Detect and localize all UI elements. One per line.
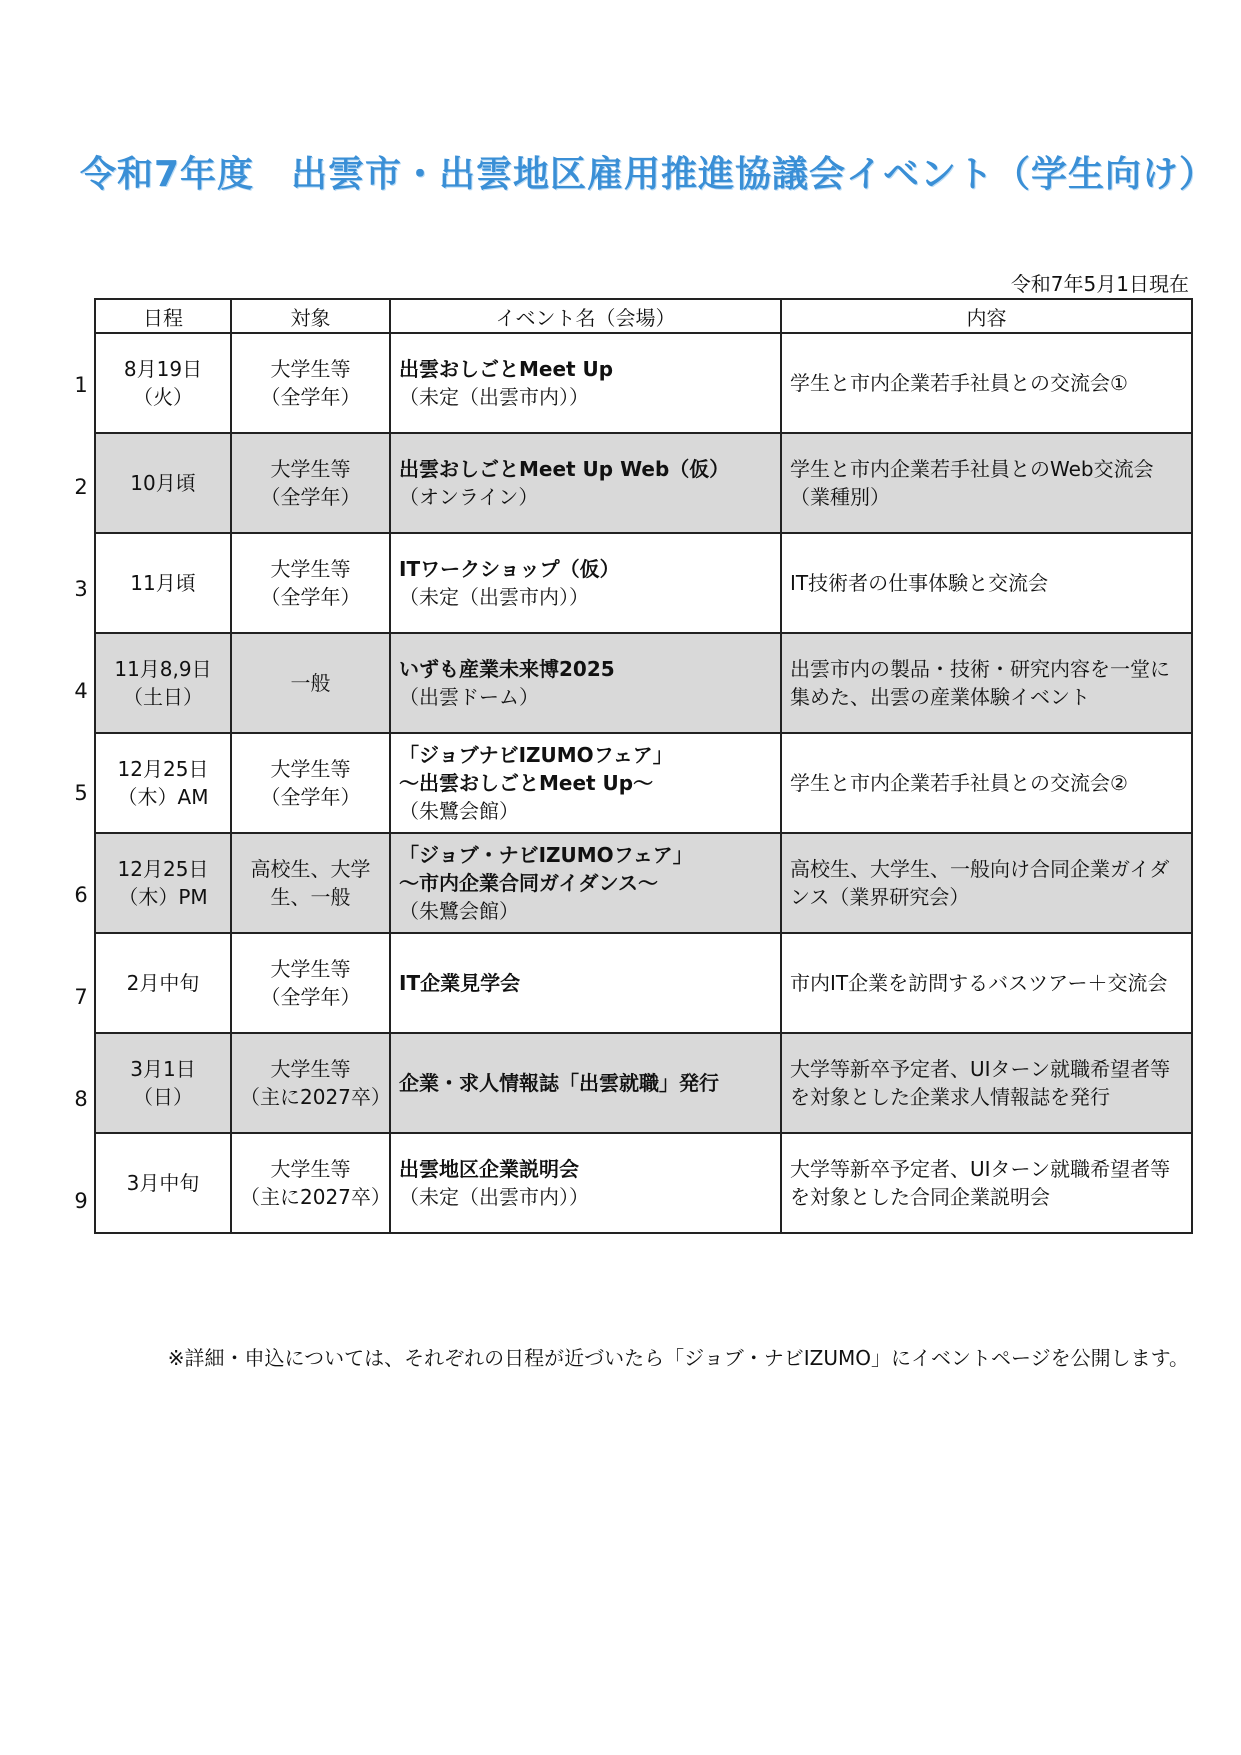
cell-date: 3月中旬 (95, 1133, 231, 1233)
event-name: ITワークショップ（仮） (399, 557, 620, 581)
row-number: 8 (74, 1087, 88, 1111)
page-title: 令和7年度 出雲市・出雲地区雇用推進協議会イベント（学生向け） (80, 154, 1217, 195)
table-row (95, 1133, 1192, 1233)
cell-event (390, 433, 781, 533)
cell-target: 大学生等 （全学年） (231, 733, 390, 833)
row-number: 1 (74, 373, 88, 397)
event-name: 出雲おしごとMeet Up Web（仮） (399, 457, 730, 481)
cell-target: 一般 (231, 633, 390, 733)
cell-event (390, 333, 781, 433)
cell-date: 3月1日 （日） (95, 1033, 231, 1133)
row-number: 4 (74, 679, 88, 703)
event-venue: （オンライン） (399, 485, 539, 509)
event-venue: （朱鷺会館） (399, 899, 519, 923)
cell-content: 大学等新卒予定者、UIターン就職希望者等を対象とした合同企業説明会 (781, 1133, 1192, 1233)
cell-content: IT技術者の仕事体験と交流会 (781, 533, 1192, 633)
cell-content: 出雲市内の製品・技術・研究内容を一堂に集めた、出雲の産業体験イベント (781, 633, 1192, 733)
cell-target: 大学生等 （全学年） (231, 533, 390, 633)
cell-date: 11月8,9日 （土日） (95, 633, 231, 733)
cell-event (390, 1133, 781, 1233)
header-event: イベント名（会場） (390, 299, 781, 333)
cell-target: 大学生等 （全学年） (231, 333, 390, 433)
cell-event (390, 533, 781, 633)
event-venue: （出雲ドーム） (399, 685, 539, 709)
event-name: 出雲おしごとMeet Up (399, 357, 614, 381)
row-number: 6 (74, 883, 88, 907)
event-venue: （未定（出雲市内）） (399, 1185, 589, 1209)
table-row (95, 333, 1192, 433)
cell-event (390, 633, 781, 733)
cell-target: 大学生等 （主に2027卒） (231, 1033, 390, 1133)
footnote: ※詳細・申込については、それぞれの日程が近づいたら「ジョブ・ナビIZUMO」にイベントページを公開します。 (167, 1346, 1189, 1370)
row-number: 9 (74, 1189, 88, 1213)
row-number: 7 (74, 985, 88, 1009)
header-target: 対象 (231, 299, 390, 333)
cell-date: 8月19日 （火） (95, 333, 231, 433)
cell-content: 学生と市内企業若手社員との交流会② (781, 733, 1192, 833)
table-row (95, 733, 1192, 833)
cell-event (390, 733, 781, 833)
table-row (95, 533, 1192, 633)
table-row (95, 633, 1192, 733)
cell-date: 12月25日 （木）PM (95, 833, 231, 933)
table-header-row (95, 299, 1192, 333)
cell-date: 11月頃 (95, 533, 231, 633)
event-name: IT企業見学会 (399, 971, 521, 995)
cell-content: 市内IT企業を訪問するバスツアー＋交流会 (781, 933, 1192, 1033)
event-name: 「ジョブ・ナビIZUMOフェア」 ～市内企業合同ガイダンス～ (399, 843, 693, 895)
cell-target: 大学生等 （全学年） (231, 933, 390, 1033)
table-row (95, 433, 1192, 533)
cell-content: 大学等新卒予定者、UIターン就職希望者等を対象とした企業求人情報誌を発行 (781, 1033, 1192, 1133)
cell-date: 2月中旬 (95, 933, 231, 1033)
cell-date: 10月頃 (95, 433, 231, 533)
event-venue: （未定（出雲市内）） (399, 385, 589, 409)
event-name: 「ジョブナビIZUMOフェア」 ～出雲おしごとMeet Up～ (399, 743, 673, 795)
table-row (95, 833, 1192, 933)
event-name: 企業・求人情報誌「出雲就職」発行 (399, 1071, 719, 1095)
event-name: 出雲地区企業説明会 (399, 1157, 579, 1181)
row-number: 5 (74, 781, 88, 805)
event-venue: （朱鷺会館） (399, 799, 519, 823)
cell-target: 大学生等 （全学年） (231, 433, 390, 533)
header-content: 内容 (781, 299, 1192, 333)
cell-target: 大学生等 （主に2027卒） (231, 1133, 390, 1233)
cell-event (390, 933, 781, 1033)
table-row (95, 933, 1192, 1033)
events-table (94, 298, 1193, 1234)
cell-content: 学生と市内企業若手社員とのWeb交流会（業種別） (781, 433, 1192, 533)
cell-content: 高校生、大学生、一般向け合同企業ガイダンス（業界研究会） (781, 833, 1192, 933)
row-number: 2 (74, 475, 88, 499)
cell-event (390, 833, 781, 933)
event-venue: （未定（出雲市内）） (399, 585, 589, 609)
row-numbers (70, 334, 92, 1252)
cell-date: 12月25日 （木）AM (95, 733, 231, 833)
row-number: 3 (74, 577, 88, 601)
cell-target: 高校生、大学生、一般 (231, 833, 390, 933)
cell-content: 学生と市内企業若手社員との交流会① (781, 333, 1192, 433)
as-of-date: 令和7年5月1日現在 (1010, 272, 1189, 296)
table-row (95, 1033, 1192, 1133)
header-date: 日程 (95, 299, 231, 333)
cell-event (390, 1033, 781, 1133)
event-name: いずも産業未来博2025 (399, 657, 615, 681)
